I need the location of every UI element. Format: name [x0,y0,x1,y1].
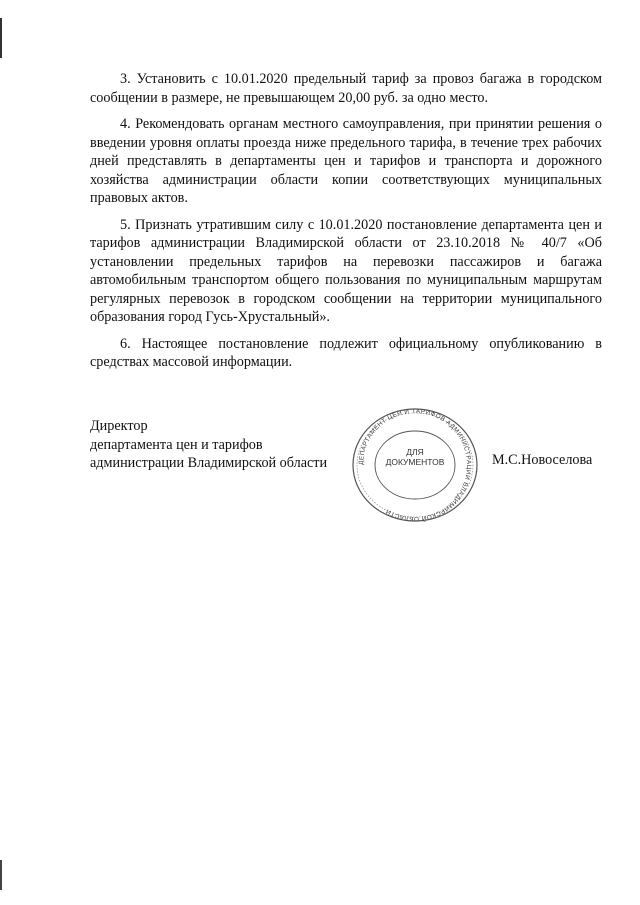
paragraph-5: 5. Признать утратившим силу с 10.01.2020 постановление департамента цен и тарифов администрации Владимирской области от 23.10.2018 № 40/7 «Об установлении предельных тарифов на перевозки пассажиров и багажа автомобильным транспортом общего пользования по муниципальным маршрутам регулярных перевозок в городском сообщении на территории муниципального образования город Гусь-Хрустальный». [90,216,602,325]
signatory-name: М.С.Новоселова [492,452,593,468]
signatory-position: Директор [90,418,148,434]
seal-center-line2: ДОКУМЕНТОВ [385,457,445,467]
signatory-administration: администрации Владимирской области [90,455,328,471]
paragraph-4: 4. Рекомендовать органам местного самоуправления, при принятии решения о введении уровня оплаты проезда ниже предельного тарифа, в течение трех рабочих дней представлять в департаменты цен и тарифов и транспорта и дорожного хозяйства администрации области копии соответствующих муниципальных правовых актов. [90,116,602,206]
seal-center-line1: ДЛЯ [406,447,424,457]
seal-center [383,447,447,467]
signatory-department: департамента цен и тарифов [90,436,263,453]
paragraph-3: 3. Установить с 10.01.2020 предельный тариф за провоз багажа в городском сообщении в размере, не превышающем 20,00 руб. за одно место. [90,71,602,106]
scan-edge-mark [0,18,2,58]
signatory-title [90,417,327,473]
seal-ring-text: ДЕПАРТАМЕНТ ЦЕН И ТАРИФОВ АДМИНИСТРАЦИИ ВЛАДИМИРСКОЙ ОБЛАСТИ [357,407,473,523]
official-seal [345,405,485,525]
paragraph-6: 6. Настоящее постановление подлежит официальному опубликованию в средствах массовой информации. [90,335,602,370]
document-body [90,70,602,380]
scan-edge-mark [0,860,2,890]
